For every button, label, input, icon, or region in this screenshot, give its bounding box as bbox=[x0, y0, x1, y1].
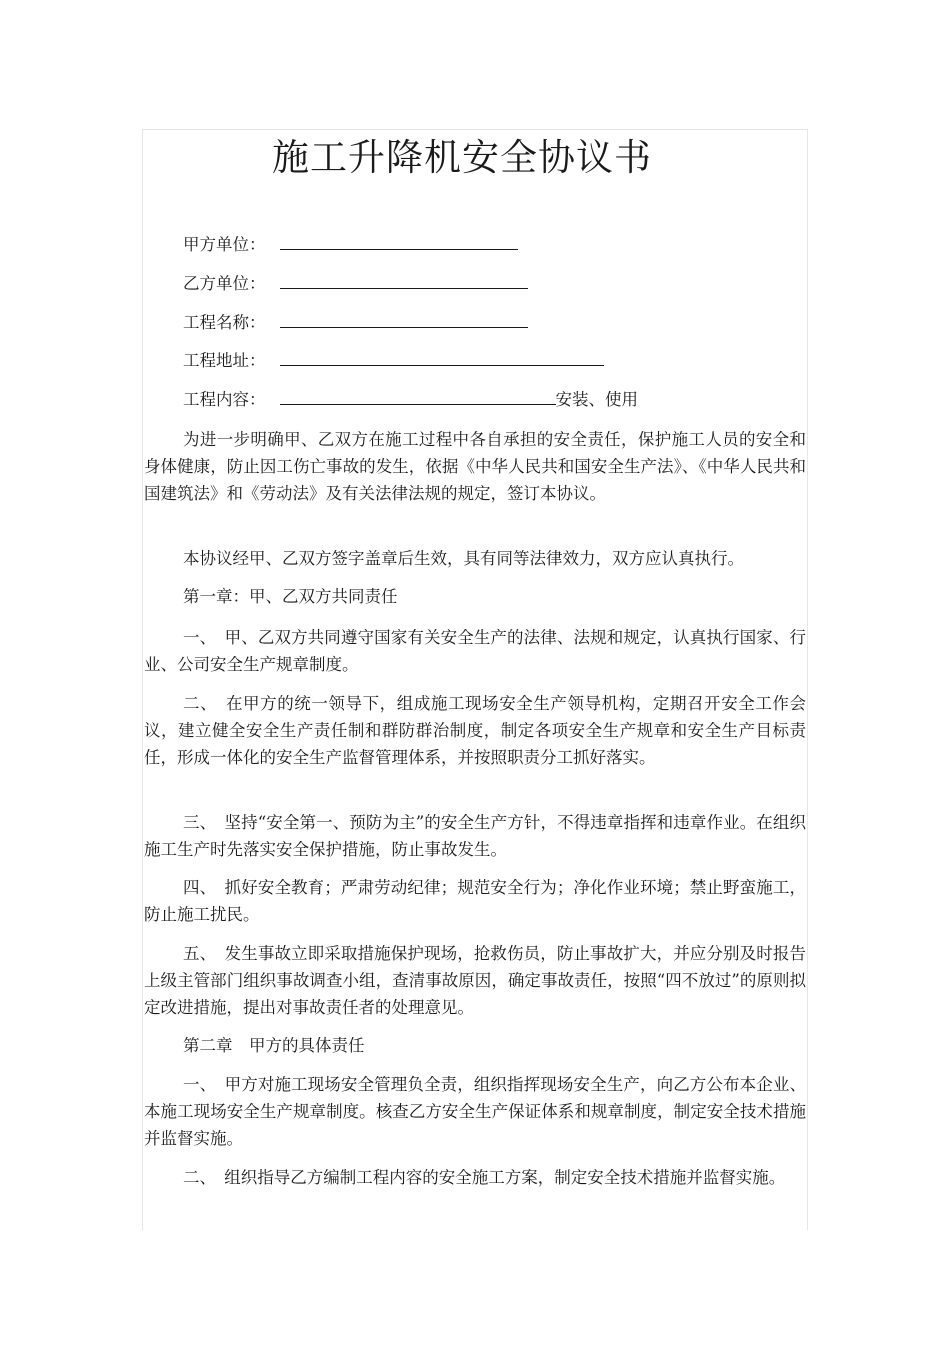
field-label: 工程内容： bbox=[183, 390, 266, 409]
field-project-content bbox=[183, 389, 638, 411]
chapter-1-item-1: 一、 甲、乙双方共同遵守国家有关安全生产的法律、法规和规定，认真执行国家、行业、公司安全生产规章制度。 bbox=[144, 628, 806, 674]
field-label: 工程名称： bbox=[183, 313, 266, 332]
party-a-blank-line[interactable] bbox=[280, 235, 518, 250]
chapter-1-item-2: 二、 在甲方的统一领导下，组成施工现场安全生产领导机构，定期召开安全工作会议，建立健全安全生产责任制和群防群治制度，制定各项安全生产规章和安全生产目标责任，形成一体化的安全生产监督管理体系，并按照职责分工抓好落实。 bbox=[144, 694, 806, 767]
project-name-blank-line[interactable] bbox=[280, 313, 528, 328]
chapter-1-item-5: 五、 发生事故立即采取措施保护现场，抢救伤员，防止事故扩大，并应分别及时报告上级主管部门组织事故调查小组，查清事故原因，确定事故责任，按照“四不放过”的原则拟定改进措施，提出对事故责任者的处理意见。 bbox=[144, 944, 806, 1017]
field-party-a bbox=[183, 234, 518, 256]
chapter-2-item-2: 二、 组织指导乙方编制工程内容的安全施工方案，制定安全技术措施并监督实施。 bbox=[183, 1168, 786, 1187]
party-b-blank-line[interactable] bbox=[280, 274, 528, 289]
field-suffix: 安装、使用 bbox=[555, 390, 638, 409]
project-content-blank-line[interactable] bbox=[280, 390, 556, 405]
field-label: 乙方单位： bbox=[183, 274, 266, 293]
field-party-b bbox=[183, 273, 528, 295]
field-project-address bbox=[183, 350, 604, 372]
field-label: 工程地址： bbox=[183, 351, 266, 370]
chapter-1-item-3: 三、 坚持“安全第一、预防为主”的安全生产方针，不得违章指挥和违章作业。在组织施工生产时先落实安全保护措施，防止事故发生。 bbox=[144, 813, 806, 859]
chapter-2-heading: 第二章 甲方的具体责任 bbox=[183, 1036, 365, 1055]
document-title: 施工升降机安全协议书 bbox=[272, 136, 652, 179]
chapter-1-item-4: 四、 抓好安全教育；严肃劳动纪律；规范安全行为；净化作业环境；禁止野蛮施工，防止施工扰民。 bbox=[144, 878, 806, 924]
field-project-name bbox=[183, 312, 528, 334]
chapter-2-item-1: 一、 甲方对施工现场安全管理负全责，组织指挥现场安全生产，向乙方公布本企业、本施工现场安全生产规章制度。核查乙方安全生产保证体系和规章制度，制定安全技术措施并监督实施。 bbox=[144, 1075, 806, 1148]
chapter-1-heading: 第一章：甲、乙双方共同责任 bbox=[183, 587, 398, 606]
project-address-blank-line[interactable] bbox=[280, 351, 604, 366]
intro-paragraph: 为进一步明确甲、乙双方在施工过程中各自承担的安全责任，保护施工人员的安全和身体健康，防止因工伤亡事故的发生，依据《中华人民共和国安全生产法》、《中华人民共和国建筑法》和《劳动法》及有关法律法规的规定，签订本协议。 bbox=[144, 430, 806, 503]
effect-paragraph: 本协议经甲、乙双方签字盖章后生效，具有同等法律效力，双方应认真执行。 bbox=[183, 549, 744, 568]
field-label: 甲方单位： bbox=[183, 235, 266, 254]
